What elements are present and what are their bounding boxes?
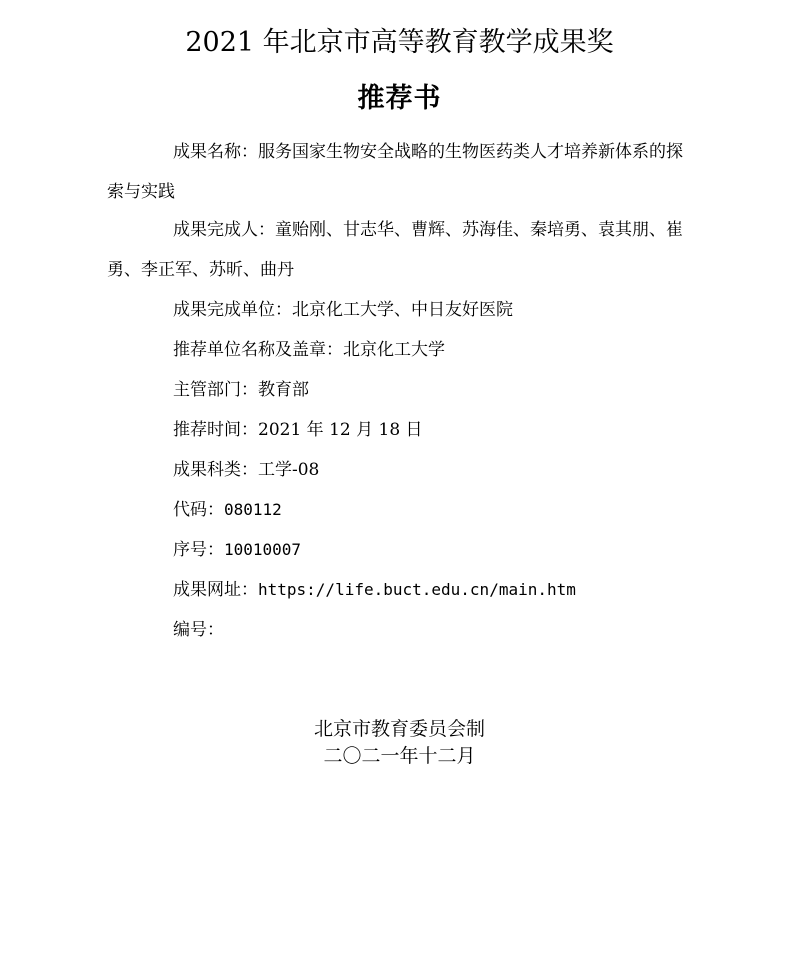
field-completing-unit [107,290,690,330]
field-recommending-unit [107,330,690,370]
field-label: 推荐单位名称及盖章： [173,340,343,360]
field-label: 成果名称： [173,142,258,162]
field-supervising-department [107,370,690,410]
field-value: 10010007 [224,540,302,559]
field-label: 成果完成人： [173,220,275,240]
field-achievement-name [107,132,690,212]
issue-date: 二〇二一年十二月 [323,745,476,767]
issuer: 北京市教育委员会制 [313,718,485,740]
field-value: 2021 年 12 月 18 日 [258,420,423,440]
field-value: 工学-08 [258,460,320,480]
field-completers [107,210,690,290]
field-number [107,610,690,650]
field-value: 北京化工大学、中日友好医院 [292,300,513,320]
field-code [107,490,690,530]
field-label: 主管部门： [173,380,258,400]
field-label: 代码： [173,500,224,520]
field-label: 序号： [173,540,224,560]
field-category [107,450,690,490]
field-label: 成果科类： [173,460,258,480]
document-title: 2021 年北京市高等教育教学成果奖 [185,27,614,58]
field-value: 北京化工大学 [343,340,445,360]
field-recommendation-date [107,410,690,450]
field-value: 童贻刚、甘志华、曹辉、苏海佳、秦培勇、袁其朋、崔勇、李正军、苏昕、曲丹 [107,220,683,280]
field-url [107,570,690,610]
field-label: 编号： [173,620,224,640]
field-label: 推荐时间： [173,420,258,440]
field-label: 成果完成单位： [173,300,292,320]
field-value: 教育部 [258,380,309,400]
field-value: 服务国家生物安全战略的生物医药类人才培养新体系的探索与实践 [107,142,683,202]
document-subtitle: 推荐书 [357,83,442,114]
field-label: 成果网址： [173,580,258,600]
field-value: 080112 [224,500,282,519]
field-value-link[interactable]: https://life.buct.edu.cn/main.htm [258,580,576,599]
field-serial-number [107,530,690,570]
